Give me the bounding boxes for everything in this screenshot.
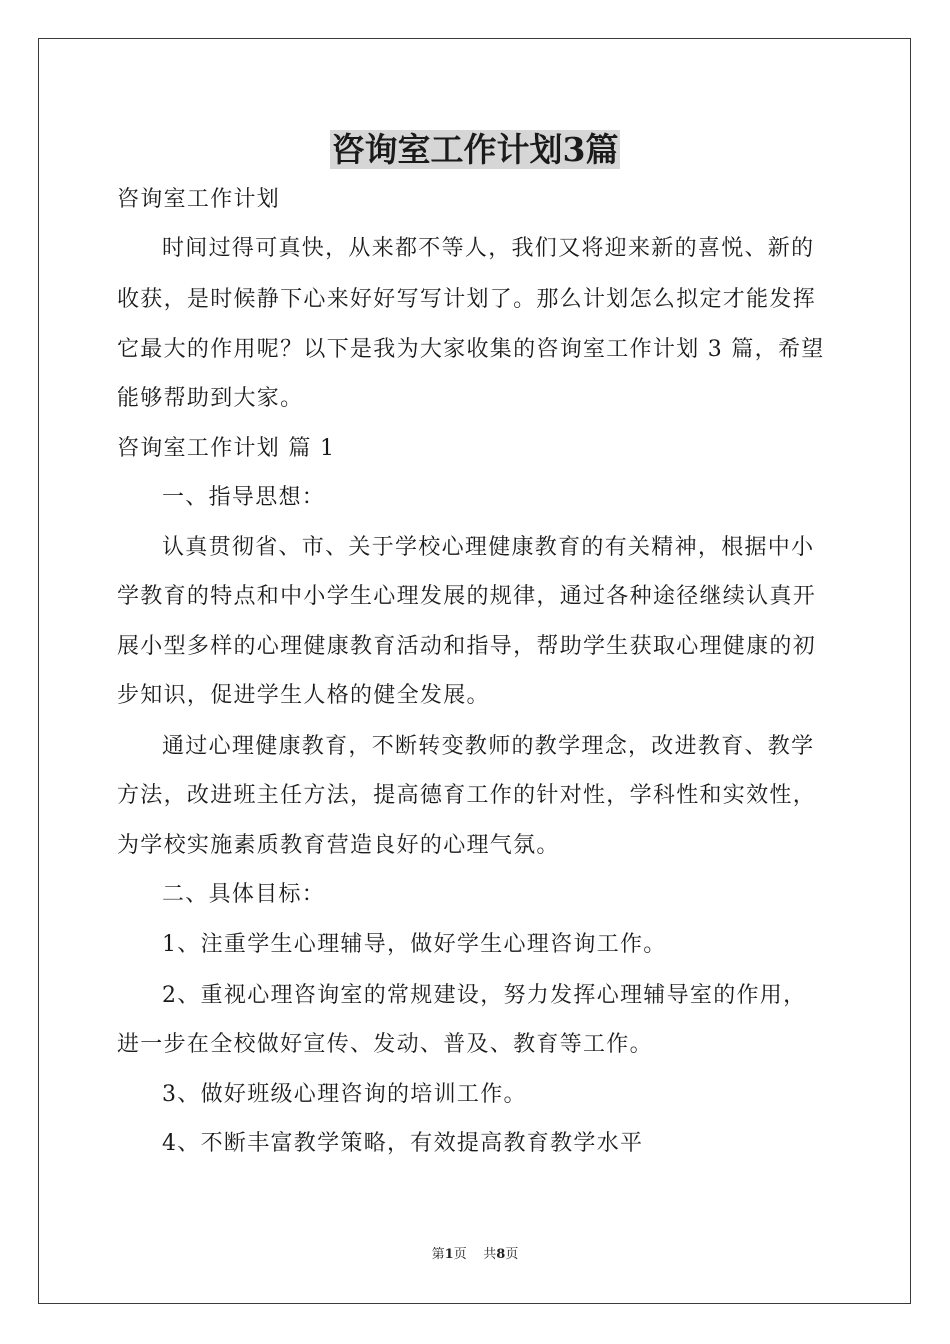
intro-paragraph-line: 它最大的作用呢？以下是我为大家收集的咨询室工作计划 3 篇，希望 xyxy=(117,337,825,362)
page-number: 第1页 xyxy=(431,1247,467,1262)
paragraph-line: 方法，改进班主任方法，提高德育工作的针对性，学科性和实效性， xyxy=(117,783,817,808)
intro-paragraph-line: 收获，是时候静下心来好好写写计划了。那么计划怎么拟定才能发挥 xyxy=(117,287,817,312)
paragraph-line: 为学校实施素质教育营造良好的心理气氛。 xyxy=(117,833,560,858)
subsection-heading: 二、具体目标： xyxy=(162,882,326,907)
paragraph-line: 通过心理健康教育，不断转变教师的教学理念，改进教育、教学 xyxy=(162,734,815,759)
list-item: 4、不断丰富教学策略，有效提高教育教学水平 xyxy=(162,1131,644,1156)
document-title-text: 咨询室工作计划3篇 xyxy=(331,130,619,169)
paragraph-line: 步知识，促进学生人格的健全发展。 xyxy=(117,683,490,708)
subsection-heading: 一、指导思想： xyxy=(162,485,326,510)
intro-paragraph-line: 能够帮助到大家。 xyxy=(117,386,304,411)
document-title xyxy=(0,128,950,172)
page-footer xyxy=(0,1246,950,1264)
page-border xyxy=(38,38,911,1304)
page-total: 共8页 xyxy=(483,1247,519,1262)
list-item: 3、做好班级心理咨询的培训工作。 xyxy=(162,1082,527,1107)
paragraph-line: 学教育的特点和中小学生心理发展的规律，通过各种途径继续认真开 xyxy=(117,584,817,609)
list-item: 2、重视心理咨询室的常规建设，努力发挥心理辅导室的作用， xyxy=(162,983,807,1008)
section-heading: 咨询室工作计划 xyxy=(117,187,281,212)
plan-heading: 咨询室工作计划 篇 1 xyxy=(117,436,336,461)
intro-paragraph-line: 时间过得可真快，从来都不等人，我们又将迎来新的喜悦、新的 xyxy=(162,236,815,261)
paragraph-line: 认真贯彻省、市、关于学校心理健康教育的有关精神，根据中小 xyxy=(162,535,815,560)
list-item: 1、注重学生心理辅导，做好学生心理咨询工作。 xyxy=(162,932,667,957)
list-item-continuation: 进一步在全校做好宣传、发动、普及、教育等工作。 xyxy=(117,1032,653,1057)
paragraph-line: 展小型多样的心理健康教育活动和指导，帮助学生获取心理健康的初 xyxy=(117,634,817,659)
